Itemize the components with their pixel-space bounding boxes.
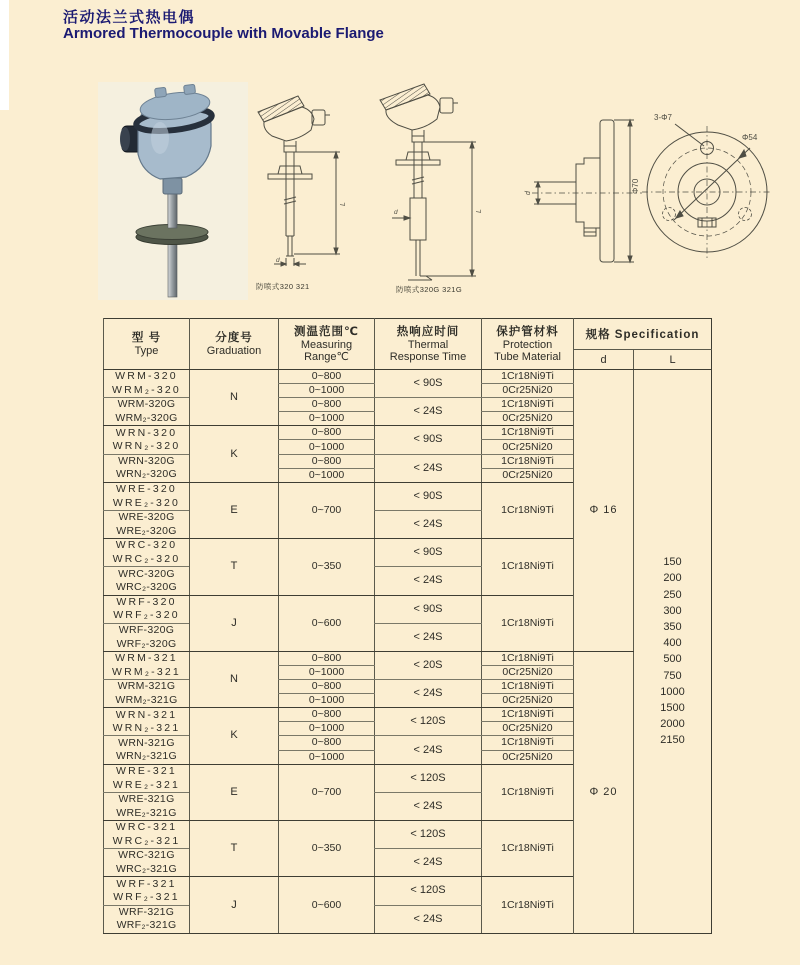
length-options — [634, 554, 711, 748]
range-cell: 0~1000 — [279, 694, 375, 708]
page-title-zh: 活动法兰式热电偶 — [63, 9, 196, 26]
type-cell: WRM₂-320G — [104, 412, 190, 426]
thermal-cell: < 120S — [375, 764, 482, 792]
length-value: 500 — [663, 653, 682, 666]
material-cell: 1Cr18Ni9Ti — [482, 764, 574, 820]
material-cell: 1Cr18Ni9Ti — [482, 539, 574, 595]
header-grad-en: Graduation — [206, 344, 262, 357]
spec-table — [103, 318, 712, 934]
range-cell: 0~800 — [279, 651, 375, 665]
type-cell: WRF₂-321G — [104, 919, 190, 933]
header-range-en2: Range℃ — [304, 351, 349, 363]
type-cell: WRN₂-321G — [104, 750, 190, 764]
material-cell: 0Cr25Ni20 — [482, 384, 574, 398]
length-value: 1000 — [660, 685, 685, 698]
range-cell: 0~1000 — [279, 468, 375, 482]
type-cell: WRE-321G — [104, 792, 190, 806]
header-spec-label: 规格 Specification — [585, 329, 700, 341]
range-cell: 0~1000 — [279, 440, 375, 454]
material-cell: 0Cr25Ni20 — [482, 694, 574, 708]
material-cell: 1Cr18Ni9Ti — [482, 482, 574, 538]
thermal-cell: < 24S — [375, 623, 482, 651]
thermal-cell: < 24S — [375, 849, 482, 877]
header-thermal-en1: Thermal — [407, 338, 449, 351]
type-cell: WRE₂-321 — [104, 778, 190, 792]
header-graduation — [190, 319, 279, 370]
graduation-cell: K — [190, 708, 279, 764]
range-cell: 0~1000 — [279, 750, 375, 764]
range-cell: 0~700 — [279, 482, 375, 538]
header-type-zh: 型 号 — [131, 331, 162, 344]
header-material-en2: Tube Material — [494, 351, 561, 363]
range-cell: 0~800 — [279, 708, 375, 722]
type-cell: WRF₂-321 — [104, 891, 190, 905]
header-thermal — [375, 319, 482, 370]
material-cell: 1Cr18Ni9Ti — [482, 877, 574, 933]
thermocouple-photo — [98, 82, 248, 300]
thermal-cell: < 24S — [375, 736, 482, 764]
type-cell: WRF-321 — [104, 877, 190, 891]
material-cell: 0Cr25Ni20 — [482, 665, 574, 679]
header-range — [279, 319, 375, 370]
material-cell: 0Cr25Ni20 — [482, 412, 574, 426]
range-cell: 0~1000 — [279, 722, 375, 736]
diameter-cell: Φ 16 — [574, 370, 634, 652]
type-cell: WRC₂-321 — [104, 835, 190, 849]
table-row — [104, 370, 712, 384]
range-cell: 0~600 — [279, 595, 375, 651]
length-value: 750 — [663, 669, 682, 682]
type-cell: WRF-320 — [104, 595, 190, 609]
thermal-cell: < 24S — [375, 905, 482, 933]
graduation-cell: E — [190, 482, 279, 538]
range-cell: 0~800 — [279, 398, 375, 412]
graduation-cell: T — [190, 539, 279, 595]
material-cell: 0Cr25Ni20 — [482, 750, 574, 764]
material-cell: 1Cr18Ni9Ti — [482, 821, 574, 877]
length-cell — [634, 370, 712, 934]
material-cell: 1Cr18Ni9Ti — [482, 680, 574, 694]
diameter-cell: Φ 20 — [574, 651, 634, 933]
caption-320g: 防喷式320G 321G — [396, 285, 463, 294]
type-cell: WRN-321G — [104, 736, 190, 750]
graduation-cell: J — [190, 877, 279, 933]
type-cell: WRF-321G — [104, 905, 190, 919]
range-cell: 0~1000 — [279, 412, 375, 426]
type-cell: WRE-321 — [104, 764, 190, 778]
length-value: 400 — [663, 637, 682, 650]
material-cell: 1Cr18Ni9Ti — [482, 708, 574, 722]
header-material-en1: Protection — [502, 338, 553, 351]
thermal-cell: < 24S — [375, 680, 482, 708]
type-cell: WRM₂-321G — [104, 694, 190, 708]
type-cell: WRN₂-320 — [104, 440, 190, 454]
header-type — [104, 319, 190, 370]
flange-dimension-drawing — [492, 106, 777, 276]
type-cell: WRM₂-321 — [104, 665, 190, 679]
type-cell: WRM₂-320 — [104, 384, 190, 398]
header-L: L — [634, 350, 712, 370]
material-cell: 1Cr18Ni9Ti — [482, 736, 574, 750]
thermal-cell: < 90S — [375, 482, 482, 510]
header-range-en1: Measuring — [300, 338, 353, 351]
type-cell: WRN₂-321 — [104, 722, 190, 736]
dim-L-label: L — [340, 202, 347, 206]
header-grad-zh: 分度号 — [215, 331, 253, 344]
page-title-en: Armored Thermocouple with Movable Flange — [63, 25, 384, 42]
thermal-cell: < 120S — [375, 877, 482, 905]
header-material — [482, 319, 574, 370]
header-range-zh: 测温范围℃ — [294, 325, 359, 338]
type-cell: WRE₂-320G — [104, 525, 190, 539]
graduation-cell: K — [190, 426, 279, 482]
type-cell: WRC-321G — [104, 849, 190, 863]
range-cell: 0~700 — [279, 764, 375, 820]
dim-d-label: d — [276, 257, 280, 264]
thermal-cell: < 24S — [375, 792, 482, 820]
range-cell: 0~800 — [279, 426, 375, 440]
range-cell: 0~800 — [279, 680, 375, 694]
graduation-cell: N — [190, 651, 279, 707]
spec-table-body — [104, 370, 712, 934]
length-value: 1500 — [660, 701, 685, 714]
thermal-cell: < 24S — [375, 398, 482, 426]
graduation-cell: E — [190, 764, 279, 820]
dim-d-label: d — [525, 191, 532, 195]
thermal-cell: < 90S — [375, 370, 482, 398]
dim-L-label: L — [476, 209, 483, 213]
table-row — [104, 651, 712, 665]
range-cell: 0~350 — [279, 539, 375, 595]
range-cell: 0~1000 — [279, 384, 375, 398]
type-cell: WRN₂-320G — [104, 468, 190, 482]
type-cell: WRF-320G — [104, 623, 190, 637]
length-value: 300 — [663, 604, 682, 617]
range-cell: 0~1000 — [279, 665, 375, 679]
drawing-320g — [372, 78, 490, 286]
graduation-cell: T — [190, 821, 279, 877]
type-cell: WRF₂-320 — [104, 609, 190, 623]
header-material-zh: 保护管材料 — [496, 325, 559, 338]
length-value: 150 — [663, 556, 682, 569]
graduation-cell: N — [190, 370, 279, 426]
thermal-cell: < 90S — [375, 595, 482, 623]
scan-edge — [0, 0, 9, 110]
type-cell: WRC₂-320 — [104, 553, 190, 567]
range-cell: 0~800 — [279, 454, 375, 468]
type-cell: WRC-321 — [104, 821, 190, 835]
type-cell: WRM-321 — [104, 651, 190, 665]
material-cell: 1Cr18Ni9Ti — [482, 370, 574, 384]
drawing-320 — [248, 86, 353, 279]
range-cell: 0~800 — [279, 736, 375, 750]
type-cell: WRF₂-320G — [104, 637, 190, 651]
thermal-cell: < 20S — [375, 651, 482, 679]
thermal-cell: < 24S — [375, 567, 482, 595]
type-cell: WRN-320 — [104, 426, 190, 440]
dim-d-label: d — [394, 209, 398, 216]
type-cell: WRN-320G — [104, 454, 190, 468]
dim-holes-label: 3-Φ7 — [654, 113, 672, 122]
type-cell: WRE₂-321G — [104, 806, 190, 820]
material-cell: 1Cr18Ni9Ti — [482, 398, 574, 412]
graduation-cell: J — [190, 595, 279, 651]
material-cell: 1Cr18Ni9Ti — [482, 426, 574, 440]
type-cell: WRC₂-321G — [104, 863, 190, 877]
length-value: 350 — [663, 620, 682, 633]
thermal-cell: < 90S — [375, 539, 482, 567]
dim-boltcircle-label: Φ54 — [742, 133, 758, 142]
thermal-cell: < 90S — [375, 426, 482, 454]
header-specification — [574, 319, 712, 350]
type-cell: WRC-320G — [104, 567, 190, 581]
header-thermal-en2: Response Time — [389, 351, 467, 363]
type-cell: WRE-320G — [104, 510, 190, 524]
range-cell: 0~350 — [279, 821, 375, 877]
header-type-en: Type — [134, 344, 159, 357]
thermal-cell: < 24S — [375, 454, 482, 482]
type-cell: WRM-321G — [104, 680, 190, 694]
length-value: 2000 — [660, 718, 685, 731]
material-cell: 0Cr25Ni20 — [482, 722, 574, 736]
thermal-cell: < 120S — [375, 821, 482, 849]
range-cell: 0~600 — [279, 877, 375, 933]
header-d: d — [574, 350, 634, 370]
material-cell: 1Cr18Ni9Ti — [482, 454, 574, 468]
type-cell: WRC₂-320G — [104, 581, 190, 595]
material-cell: 0Cr25Ni20 — [482, 468, 574, 482]
type-cell: WRE-320 — [104, 482, 190, 496]
length-value: 200 — [663, 572, 682, 585]
material-cell: 0Cr25Ni20 — [482, 440, 574, 454]
length-value: 250 — [663, 588, 682, 601]
material-cell: 1Cr18Ni9Ti — [482, 595, 574, 651]
type-cell: WRC-320 — [104, 539, 190, 553]
header-thermal-zh: 热响应时间 — [396, 325, 460, 338]
thermal-cell: < 24S — [375, 510, 482, 538]
material-cell: 1Cr18Ni9Ti — [482, 651, 574, 665]
type-cell: WRN-321 — [104, 708, 190, 722]
type-cell: WRE₂-320 — [104, 496, 190, 510]
caption-320: 防喷式320 321 — [256, 282, 310, 291]
range-cell: 0~800 — [279, 370, 375, 384]
dim-flangeod-label: Φ70 — [631, 178, 640, 194]
thermal-cell: < 120S — [375, 708, 482, 736]
type-cell: WRM-320 — [104, 370, 190, 384]
type-cell: WRM-320G — [104, 398, 190, 412]
length-value: 2150 — [660, 734, 685, 747]
